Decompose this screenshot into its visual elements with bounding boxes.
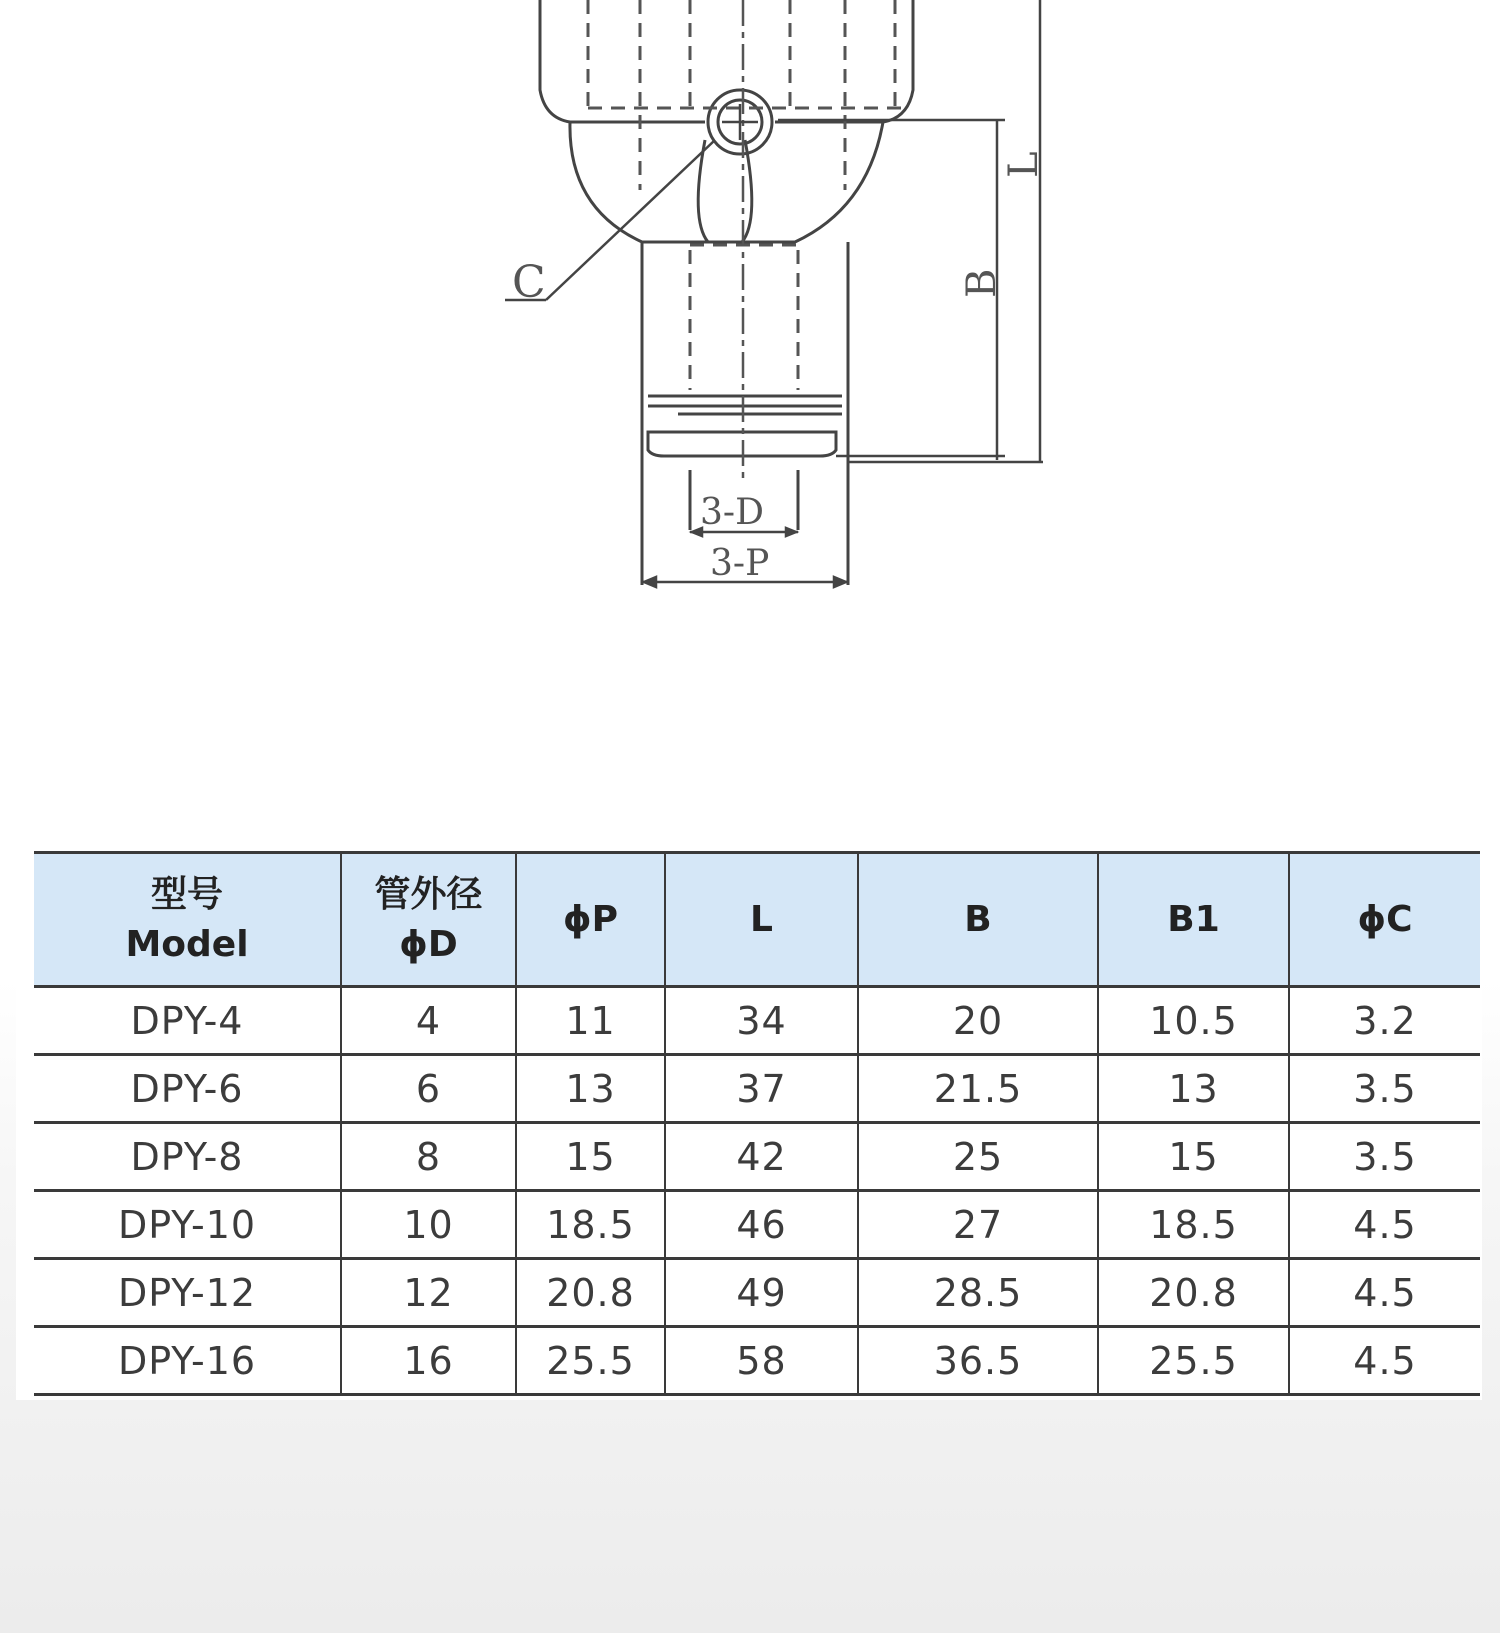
header-model: 型号 Model bbox=[34, 853, 341, 987]
label-c: C bbox=[512, 257, 546, 308]
arrow-p-right bbox=[834, 577, 846, 587]
cell-b: 36.5 bbox=[858, 1327, 1098, 1395]
cell-b1: 15 bbox=[1098, 1123, 1289, 1191]
cell-l: 37 bbox=[665, 1055, 858, 1123]
header-b: B bbox=[858, 853, 1098, 987]
cell-d: 10 bbox=[341, 1191, 516, 1259]
cell-model: DPY-10 bbox=[34, 1191, 341, 1259]
cell-b: 27 bbox=[858, 1191, 1098, 1259]
cell-c: 4.5 bbox=[1289, 1191, 1480, 1259]
body-left-outline bbox=[540, 0, 570, 122]
cell-c: 3.5 bbox=[1289, 1055, 1480, 1123]
header-l: L bbox=[665, 853, 858, 987]
header-c: ϕC bbox=[1289, 853, 1480, 987]
cell-model: DPY-4 bbox=[34, 987, 341, 1055]
cell-p: 25.5 bbox=[516, 1327, 665, 1395]
cell-d: 6 bbox=[341, 1055, 516, 1123]
table-row bbox=[34, 987, 1480, 1055]
cell-c: 4.5 bbox=[1289, 1259, 1480, 1327]
cell-d: 16 bbox=[341, 1327, 516, 1395]
label-b: B bbox=[959, 268, 1005, 298]
header-p: ϕP bbox=[516, 853, 665, 987]
cell-b1: 13 bbox=[1098, 1055, 1289, 1123]
cell-l: 49 bbox=[665, 1259, 858, 1327]
header-b1: B1 bbox=[1098, 853, 1289, 987]
arrow-p-left bbox=[644, 577, 656, 587]
body-right-outline bbox=[883, 0, 913, 122]
cell-model: DPY-12 bbox=[34, 1259, 341, 1327]
label-3-p: 3-P bbox=[710, 543, 770, 584]
label-l: L bbox=[1001, 151, 1047, 178]
arrow-d-right bbox=[786, 528, 796, 536]
cell-p: 18.5 bbox=[516, 1191, 665, 1259]
cell-l: 58 bbox=[665, 1327, 858, 1395]
cell-p: 13 bbox=[516, 1055, 665, 1123]
fitting-outline-drawing bbox=[0, 0, 1500, 620]
cell-c: 3.5 bbox=[1289, 1123, 1480, 1191]
cell-p: 15 bbox=[516, 1123, 665, 1191]
technical-drawing bbox=[0, 0, 1500, 620]
cell-d: 12 bbox=[341, 1259, 516, 1327]
table-header-row bbox=[34, 853, 1480, 987]
table-row bbox=[34, 1123, 1480, 1191]
cell-l: 46 bbox=[665, 1191, 858, 1259]
cell-b1: 25.5 bbox=[1098, 1327, 1289, 1395]
cell-b1: 18.5 bbox=[1098, 1191, 1289, 1259]
table-row bbox=[34, 1191, 1480, 1259]
cell-b: 21.5 bbox=[858, 1055, 1098, 1123]
table-row bbox=[34, 1259, 1480, 1327]
cell-model: DPY-8 bbox=[34, 1123, 341, 1191]
cell-c: 4.5 bbox=[1289, 1327, 1480, 1395]
spec-table bbox=[34, 851, 1480, 1396]
cell-model: DPY-16 bbox=[34, 1327, 341, 1395]
cell-b: 28.5 bbox=[858, 1259, 1098, 1327]
cell-l: 42 bbox=[665, 1123, 858, 1191]
cell-b: 20 bbox=[858, 987, 1098, 1055]
table-row bbox=[34, 1327, 1480, 1395]
header-tube-od: 管外径 ϕD bbox=[341, 853, 516, 987]
table-row bbox=[34, 1055, 1480, 1123]
cell-b: 25 bbox=[858, 1123, 1098, 1191]
cell-b1: 10.5 bbox=[1098, 987, 1289, 1055]
spec-table-panel bbox=[16, 845, 1482, 1400]
cell-b1: 20.8 bbox=[1098, 1259, 1289, 1327]
cell-model: DPY-6 bbox=[34, 1055, 341, 1123]
cell-d: 8 bbox=[341, 1123, 516, 1191]
cell-p: 11 bbox=[516, 987, 665, 1055]
cell-l: 34 bbox=[665, 987, 858, 1055]
cell-p: 20.8 bbox=[516, 1259, 665, 1327]
cell-d: 4 bbox=[341, 987, 516, 1055]
label-3-d: 3-D bbox=[700, 492, 764, 533]
cell-c: 3.2 bbox=[1289, 987, 1480, 1055]
